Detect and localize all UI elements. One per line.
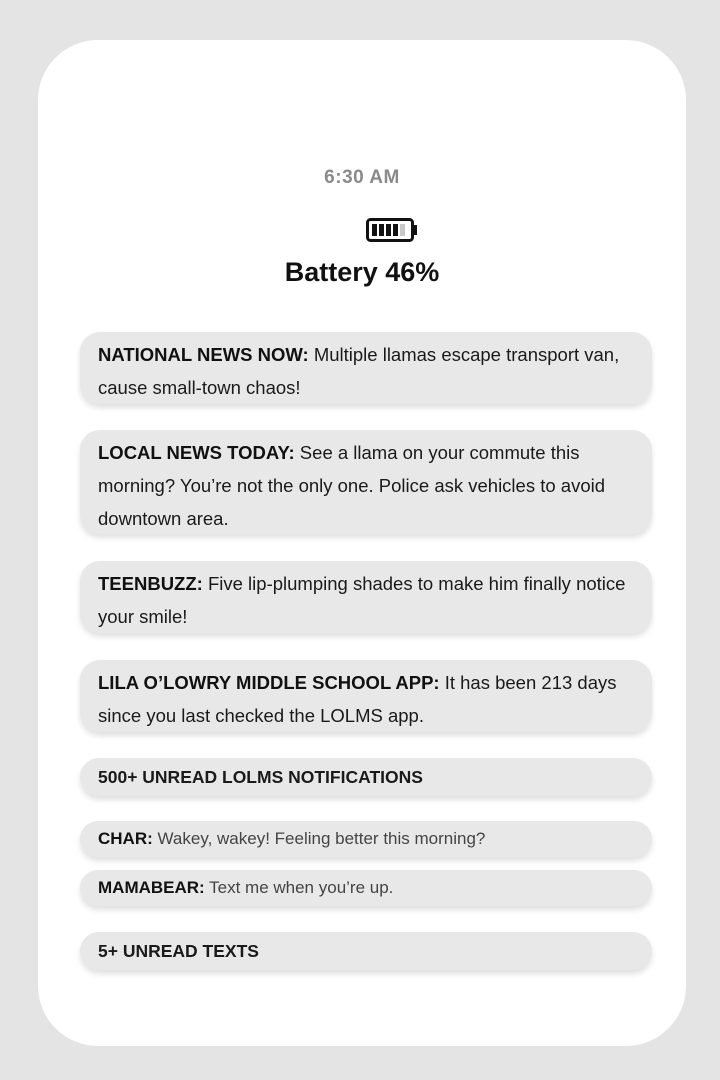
clock-time: 6:30 AM — [324, 167, 400, 188]
notification-sender: LILA O’LOWRY MIDDLE SCHOOL APP: — [98, 672, 440, 693]
notification-sender: TEENBUZZ: — [98, 573, 203, 594]
battery-label: Battery 46% — [284, 257, 440, 287]
notification-message: Wakey, wakey! Feeling better this morning? — [152, 829, 486, 848]
notification-sender: MAMABEAR: — [98, 878, 205, 897]
notification-teenbuzz[interactable] — [80, 561, 652, 633]
notification-sender: NATIONAL NEWS NOW: — [98, 344, 309, 365]
notification-text-char[interactable] — [80, 821, 652, 857]
notification-message: It has been 213 days since you last checked the LOLMS app. — [98, 672, 617, 726]
notification-summary-lolms[interactable]: 500+ UNREAD LOLMS NOTIFICATIONS — [80, 758, 652, 796]
battery-icon — [366, 218, 418, 242]
notification-sender: CHAR: — [98, 829, 153, 848]
notification-message: Text me when you’re up. — [204, 878, 394, 897]
notification-school-app[interactable] — [80, 660, 652, 732]
notification-message: Five lip-plumping shades to make him finally notice your smile! — [98, 573, 626, 627]
notification-sender: LOCAL NEWS TODAY: — [98, 442, 295, 463]
notification-text-mamabear[interactable] — [80, 870, 652, 906]
notification-message: See a llama on your commute this morning? You’re not the only one. Police ask vehicles to avoid downtown area. — [98, 442, 606, 529]
notification-national-news[interactable] — [80, 332, 652, 404]
notification-summary-texts[interactable]: 5+ UNREAD TEXTS — [80, 932, 652, 970]
notification-message: Multiple llamas escape transport van, cause small-town chaos! — [98, 344, 620, 398]
notification-local-news[interactable] — [80, 430, 652, 534]
